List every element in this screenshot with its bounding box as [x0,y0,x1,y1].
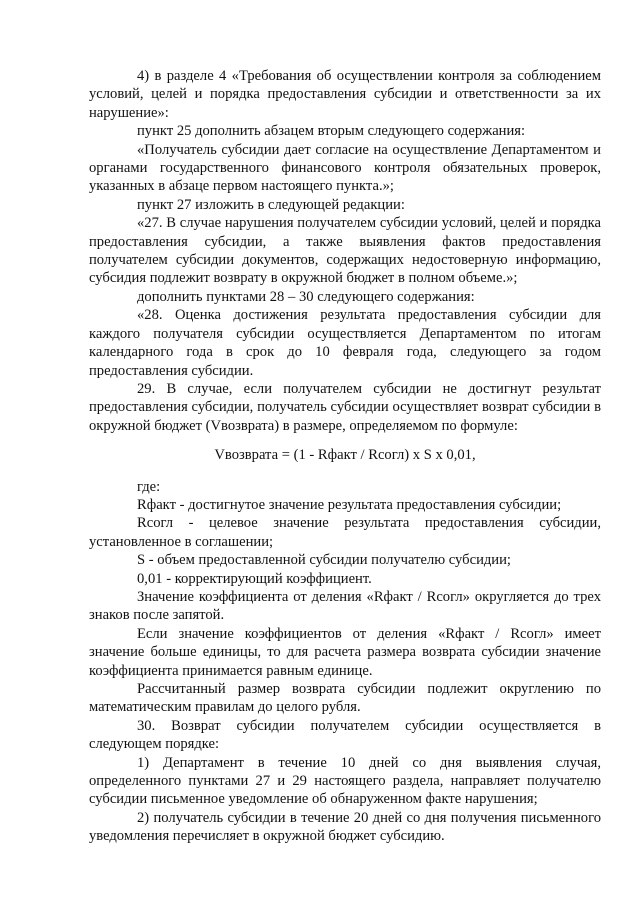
paragraph-point-30-text: 30. Возврат субсидии получателем субсидии осуществляется в следующем порядке: [89,717,601,753]
paragraph-point-30-item-2: 2) получатель субсидии в течение 20 дней со дня получения письменного уведомления перечисляет в окружной бюджет субсидию. [89,809,601,845]
paragraph-point-27-text: «27. В случае нарушения получателем субсидии условий, целей и порядка предоставления субсидии, а также выявления фактов предоставления получателем субсидии документов, содержащих недостоверную информацию, субсидия подлежит возврату в окружной бюджет в полном объеме.»; [89,215,601,287]
paragraph-coefficient-above-one: Если значение коэффициентов от деления «Rфакт / Rсогл» имеет значение больше единицы, то для расчета размера возврата субсидии значение коэффициента принимается равным единице. [89,625,601,679]
paragraph-rfact-definition: Rфакт - достигнутое значение результата предоставления субсидии; [137,496,562,513]
paragraph-where: где: [137,478,161,495]
paragraph-point-25-text: «Получатель субсидии дает согласие на осуществление Департаментом и органами государственного финансового контроля обязательных проверок, указанных в абзаце первом настоящего пункта.»; [89,141,601,195]
paragraph-rounding-amount: Рассчитанный размер возврата субсидии подлежит округлению по математическим правилам до целого рубля. [89,681,601,716]
paragraph-coefficient-definition: 0,01 - корректирующий коэффициент. [137,570,372,587]
document-body [89,67,601,846]
paragraph-s-definition: S - объем предоставленной субсидии получателю субсидии; [137,552,511,569]
paragraph-point-25-instruction: пункт 25 дополнить абзацем вторым следующего содержания: [137,123,526,140]
paragraph-points-28-30-instruction: дополнить пунктами 28 – 30 следующего содержания: [137,288,475,305]
paragraph-rsogl-definition: Rсогл - целевое значение результата предоставления субсидии, установленное в соглашении; [89,515,601,550]
paragraph-section-4-intro: 4) в разделе 4 «Требования об осуществлении контроля за соблюдением условий, целей и порядка предоставления субсидии и ответственности за их нарушение»: [89,68,601,121]
formula: Vвозврата = (1 - Rфакт / Rсогл) x S x 0,01, [214,447,476,464]
paragraph-point-28-text: «28. Оценка достижения результата предоставления субсидии для каждого получателя субсидии осуществляется Департаментом по итогам календарного года в срок до 10 февраля года, следующего за годом предоставления субсидии. [89,307,601,379]
paragraph-rounding-coefficient: Значение коэффициента от деления «Rфакт / Rсогл» округляется до трех знаков после запятой. [89,588,601,624]
paragraph-point-29-text: 29. В случае, если получателем субсидии не достигнут результат предоставления субсидии, получатель субсидии осуществляет возврат субсидии в окружной бюджет (Vвозврата) в размере, определяемом по формуле: [89,380,601,434]
paragraph-point-30-item-1: 1) Департамент в течение 10 дней со дня выявления случая, определенного пунктами 27 и 29 настоящего раздела, направляет получателю субсидии письменное уведомление об обнаруженном факте нарушения; [89,754,601,808]
paragraph-point-27-instruction: пункт 27 изложить в следующей редакции: [137,196,405,213]
